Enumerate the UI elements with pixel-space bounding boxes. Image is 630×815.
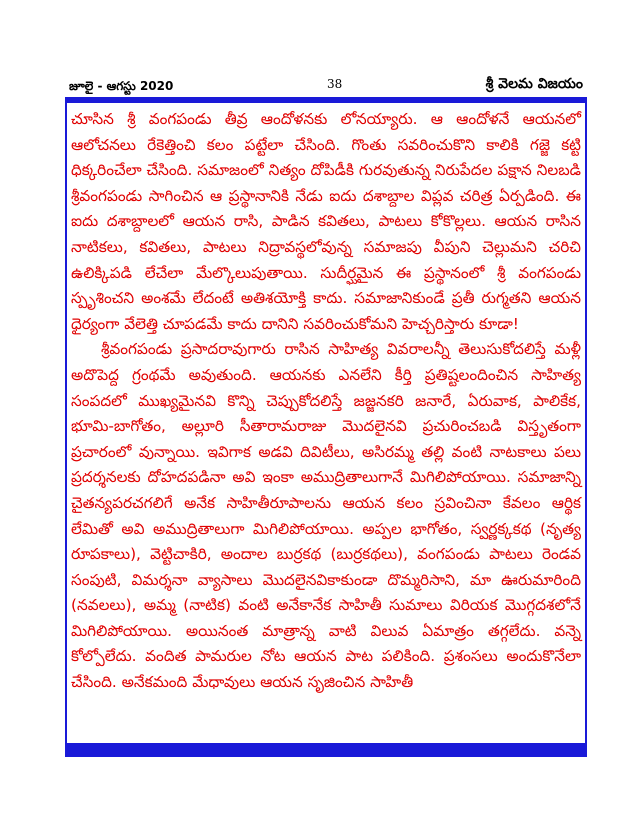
page-number: 38: [327, 77, 343, 91]
paragraph-1: చూసిన శ్రీ వంగపండు తీవ్ర ఆందోళనకు లోనయ్యారు. ఆ ఆందోళనే ఆయనలో ఆలోచనలు రేకెత్తించి కలం పట్టేలా చేసింది. గొంతు సవరించుకొని కాలికి గజ్జె కట్టి ధిక్కరించేలా చేసింది. సమాజంలో నిత్యం దోపిడీకి గురవుతున్న నిరుపేదల పక్షాన నిలబడి శ్రీవంగపండు సాగించిన ఆ ప్రస్థానానికి నేడు ఐదు దశాబ్దాల విప్లవ చరిత్ర ఏర్పడింది. ఈ ఐదు దశాబ్దాలలో ఆయన రాసి, పాడిన కవితలు, పాటలు కోకొల్లలు. ఆయన రాసిన నాటికలు, కవితలు, పాటలు నిద్రావస్థలోవున్న సమాజపు వీపుని చెల్లుమని చరిచి ఉలిక్కిపడి లేచేలా మేల్కొలుపుతాయి. సుదీర్ఘమైన ఈ ప్రస్థానంలో శ్రీ వంగపండు స్పృశించని అంశమే లేదంటే అతిశయోక్తి కాదు. సమాజానికుండే ప్రతీ రుగ్మతని ఆయన ధైర్యంగా వేలెత్తి చూపడమే కాదు దానిని సవరించుకోమని హెచ్చరిస్తారు కూడా!: [71, 110, 581, 333]
article-text: [71, 107, 581, 696]
paragraph-2: శ్రీవంగపండు ప్రసాదరావుగారు రాసిన సాహిత్య వివరాలన్నీ తెలుసుకోదలిస్తే మళ్లీ అదొపెద్ద గ్రంథమే అవుతుంది. ఆయనకు ఎనలేని కీర్తి ప్రతిష్టలందించిన సాహిత్య సంపదలో ముఖ్యమైనవి కొన్ని చెప్పుకోదలిస్తే జజ్జనకరి జనారే, ఏరువాక, పాలికేక, భూమి-బాగోతం, అల్లూరి సీతారామరాజు మొదలైనవి ప్రచురించబడి విస్తృతంగా ప్రచారంలో వున్నాయి. ఇవిగాక అడవి దివిటీలు, అసిరమ్మ తల్లి వంటి నాటకాలు పలు ప్రదర్శనలకు దోహదపడినా అవి ఇంకా అముద్రితాలుగానే మిగిలిపోయాయి. సమాజాన్ని చైతన్యపరచగలిగే అనేక సాహితీరూపాలను ఆయన కలం స్రవించినా కేవలం ఆర్థిక లేమితో అవి అముద్రితాలుగా మిగిలిపోయాయి. అప్పల భాగోతం, స్వర్ణక్కకథ (నృత్య రూపకాలు), వెట్టిచాకిరి, అందాల బుర్రకథ (బుర్రకథలు), వంగపండు పాటలు రెండవ సంపుటి, విమర్శనా వ్యాసాలు మొదలైనవికాకుండా దొమ్మరిసాని, మా ఊరుమారింది (నవలలు), అమ్మ (నాటిక) వంటి అనేకానేక సాహితీ సుమాలు విరియక మొగ్గదశలోనే మిగిలిపోయాయి. అయినంత మాత్రాన్న వాటి విలువ ఏమాత్రం తగ్గలేదు. వన్నె కోల్పోలేదు. వందిత పామరుల నోట ఆయన పాట పలికింది. ప్రశంసలు అందుకొనేలా చేసింది. అనేకమంది మేధావులు ఆయన సృజించిన సాహితీ: [71, 340, 581, 692]
article-body: [65, 103, 587, 743]
issue-date: జూలై - ఆగస్టు 2020: [69, 79, 174, 93]
page-frame: [65, 75, 587, 765]
magazine-title: శ్రీ వెలమ విజయం: [485, 76, 583, 92]
page-header: [65, 75, 587, 103]
page-footer-bar: [65, 743, 587, 757]
